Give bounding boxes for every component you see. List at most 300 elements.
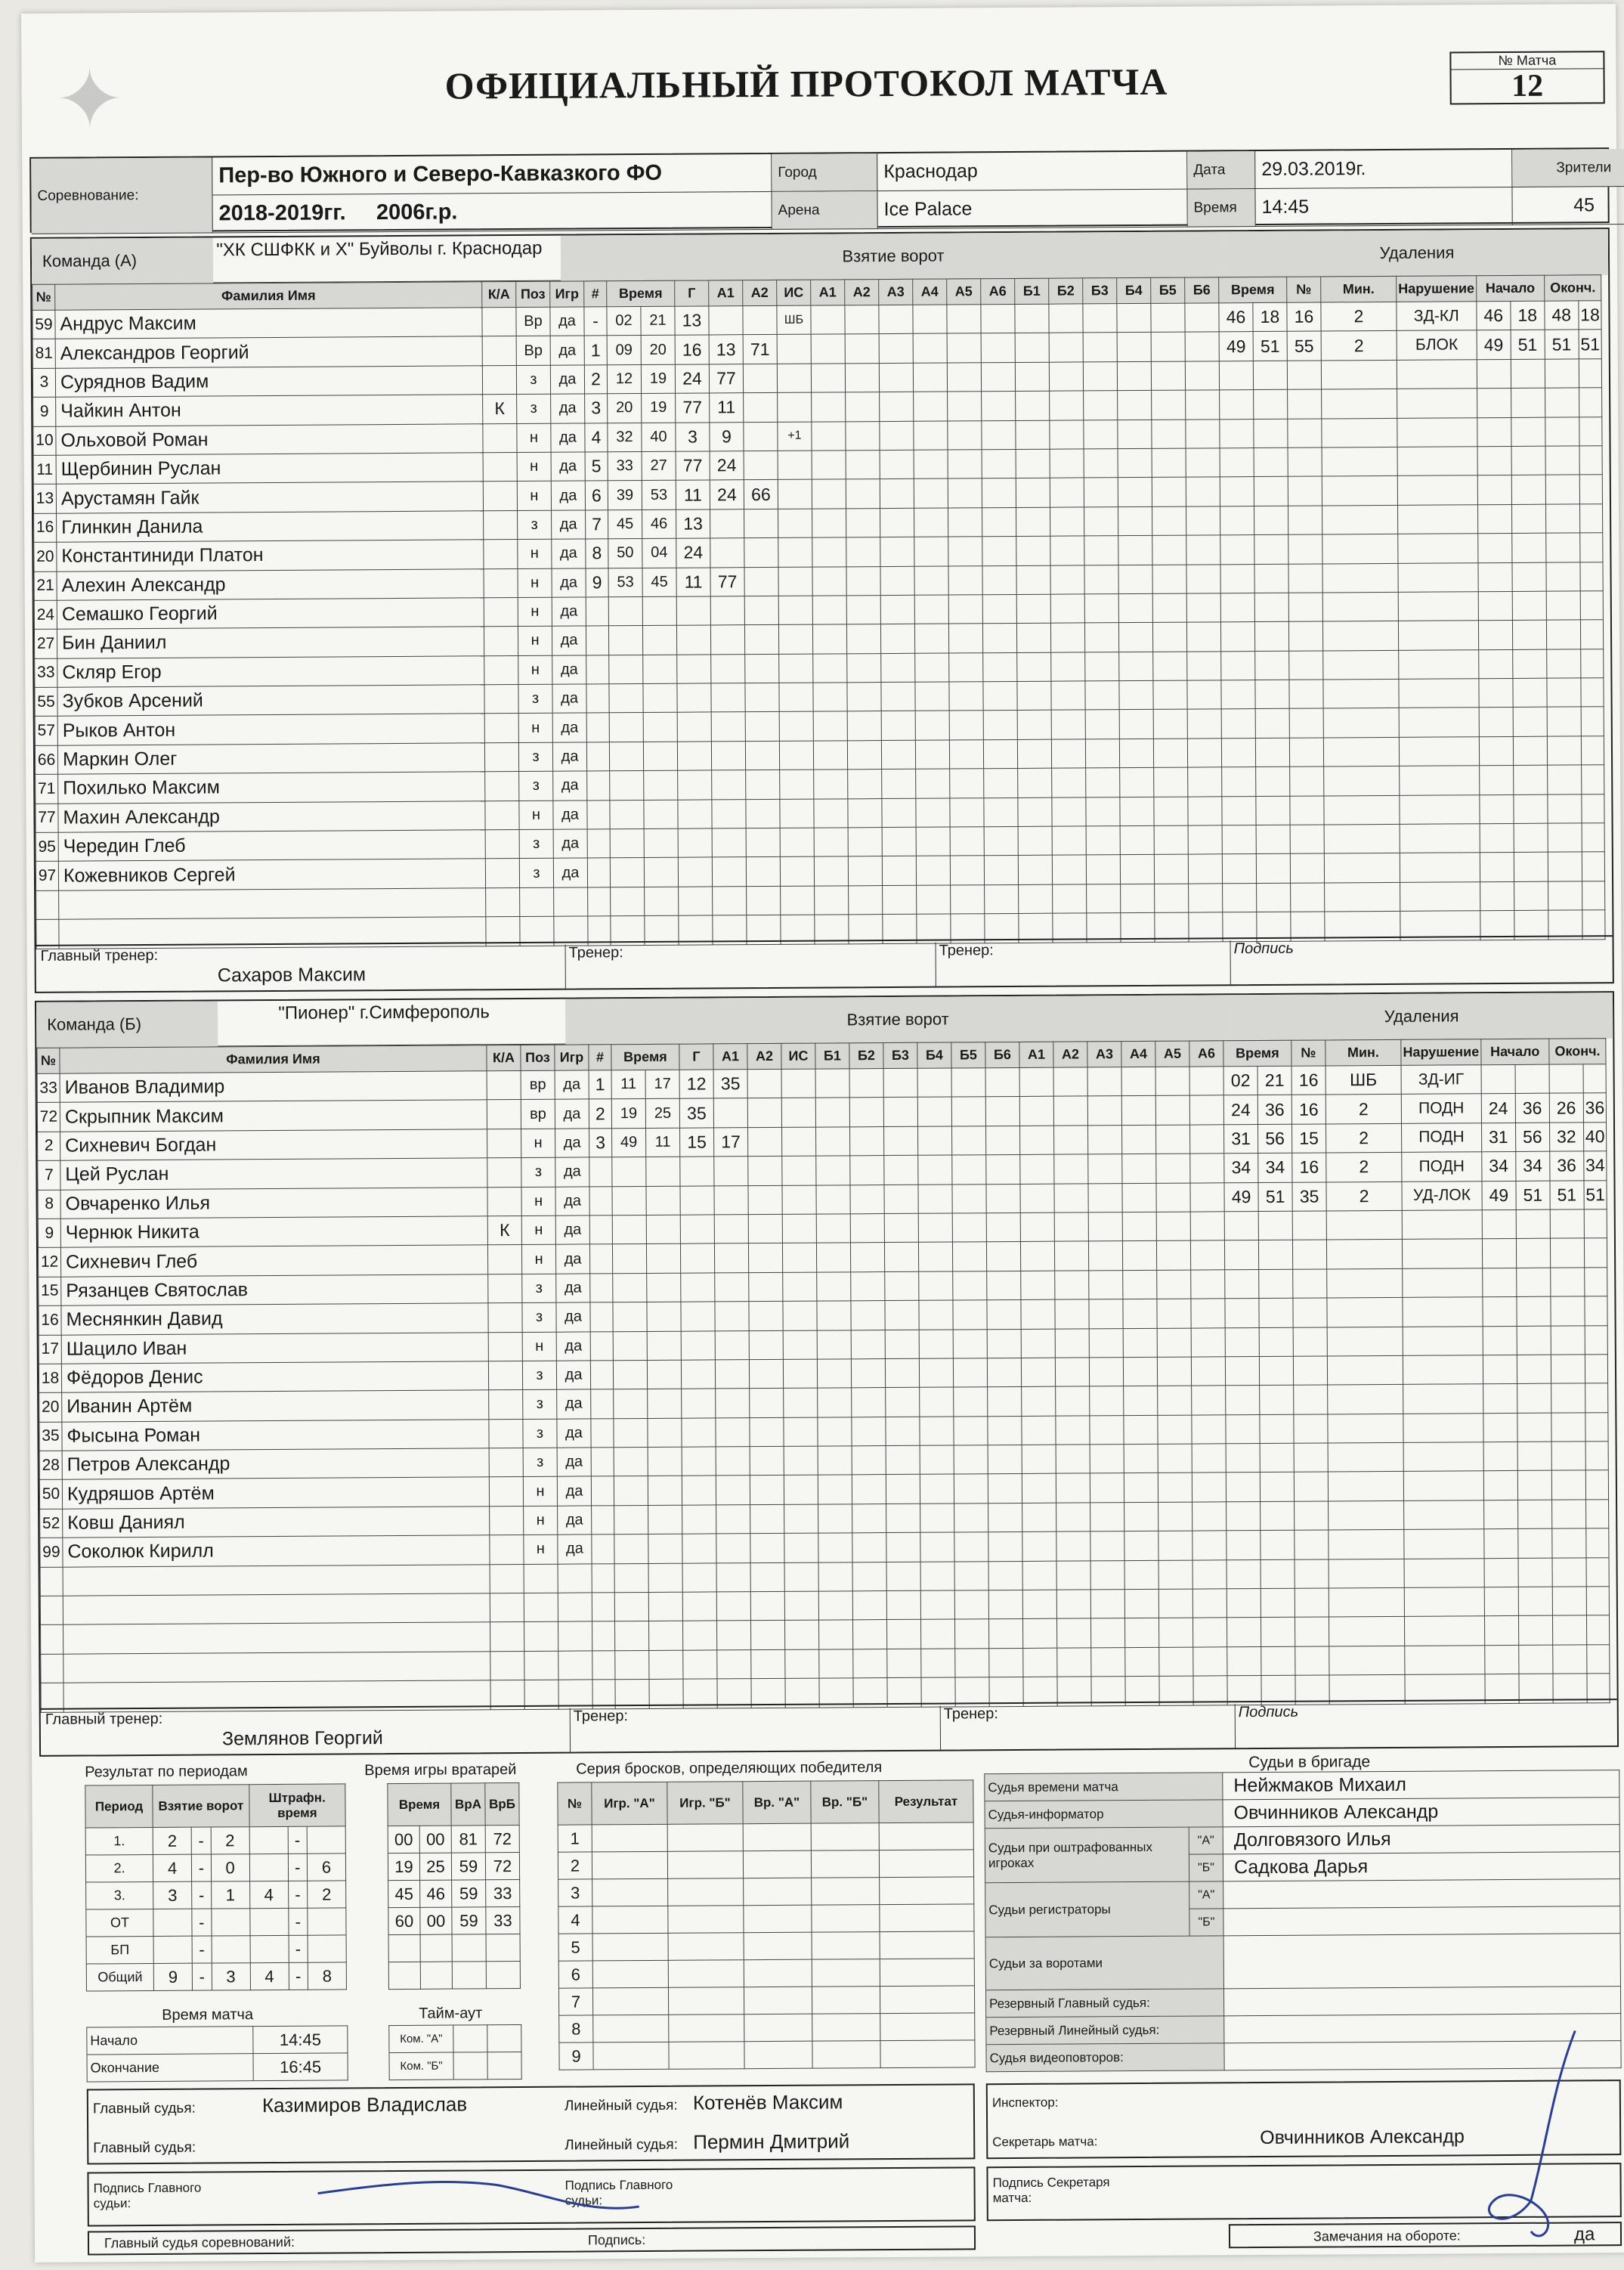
onice-cell [846, 421, 880, 451]
arena-label: Арена [772, 191, 877, 230]
shootout-cell [743, 1850, 811, 1878]
goalie-sec [420, 1962, 452, 1989]
onice-cell [1158, 1618, 1192, 1647]
period-goals-b: 2 [211, 1827, 249, 1854]
pen-sec [1261, 1530, 1295, 1559]
onice-cell [1056, 1473, 1090, 1503]
onice-cell [880, 537, 914, 566]
player-position: н [517, 423, 551, 453]
pen-start-sec [1514, 853, 1548, 882]
goal-situation [779, 712, 813, 742]
team-label: Команда (Б) [36, 1001, 218, 1047]
pen-violation [1400, 882, 1480, 912]
onice-cell [849, 1069, 883, 1098]
pen-minutes [1329, 1646, 1405, 1675]
goal-min [609, 742, 643, 771]
onice-cell [988, 1416, 1022, 1445]
goal-scorer [682, 1418, 716, 1448]
pen-violation [1403, 1297, 1483, 1327]
goal-sec: 27 [642, 451, 676, 481]
onice-cell [887, 1649, 921, 1678]
onice-cell [1190, 1212, 1224, 1241]
goal-assist2 [751, 1649, 785, 1679]
pen-player: 55 [1287, 331, 1321, 361]
goal-sec [649, 1621, 683, 1651]
pen-player: 16 [1291, 1066, 1325, 1095]
onice-cell [1186, 390, 1220, 420]
player-captain [489, 1477, 523, 1507]
player-played: да [557, 1476, 591, 1506]
player-played: да [552, 568, 586, 597]
onice-cell [1054, 1183, 1088, 1212]
protocol-sheet [21, 4, 1624, 2262]
head-coach-label: Главный тренер: [45, 1710, 163, 1728]
onice-cell [886, 1504, 920, 1533]
goal-scorer [682, 1389, 716, 1418]
onice-cell [1055, 1299, 1089, 1329]
col-ka: К/А [487, 1045, 521, 1070]
shootout-cell [668, 1906, 744, 1934]
onice-cell [849, 885, 883, 915]
onice-cell [845, 363, 879, 392]
onice-cell [1087, 884, 1121, 913]
pen-start-min [1477, 475, 1511, 505]
player-number: 57 [35, 717, 57, 746]
player-number: 17 [39, 1335, 61, 1364]
onice-cell [1088, 1154, 1122, 1184]
table-row [86, 1908, 346, 1937]
goal-situation [778, 537, 812, 567]
onice-cell [983, 711, 1017, 740]
onice-cell [982, 420, 1016, 450]
pen-minutes: 2 [1321, 331, 1397, 361]
pen-end-sec [1585, 1500, 1609, 1529]
goal-sec [647, 1331, 681, 1361]
pen-minutes [1328, 1442, 1403, 1472]
player-position: з [519, 859, 553, 888]
goal-scorer [680, 1243, 714, 1273]
onice-cell [1050, 391, 1084, 420]
shootout-cell [744, 1905, 812, 1933]
onice-cell [853, 1620, 887, 1649]
onice-cell [880, 508, 914, 537]
shootout-cell [879, 1850, 973, 1878]
shootout-row-number: 7 [558, 1988, 592, 2015]
onice-cell [1052, 768, 1086, 797]
onice-cell [1022, 1445, 1056, 1474]
player-name: Шацило Иван [61, 1332, 488, 1364]
col-played: Игр [555, 1045, 589, 1070]
onice-cell [846, 451, 880, 480]
goal-sec: 25 [645, 1099, 679, 1129]
pen-end-min [1551, 1383, 1585, 1413]
goal-scorer [678, 828, 712, 858]
onice-cell [1049, 304, 1083, 333]
goal-sec [648, 1563, 682, 1593]
timeout-a_label: Ком. "А" [389, 2025, 453, 2053]
onice-cell [1158, 1444, 1192, 1473]
pen-violation [1397, 417, 1477, 447]
col-onice-10: А4 [1121, 1041, 1155, 1067]
pen-end-sec [1585, 1296, 1608, 1326]
goal-min: 49 [612, 1128, 646, 1157]
player-played: да [550, 365, 584, 395]
goal-sec [648, 1534, 682, 1563]
page-title: ОФИЦИАЛЬНЫЙ ПРОТОКОЛ МАТЧА [444, 60, 1168, 107]
onice-cell [1052, 826, 1086, 856]
shootout-cell [668, 1987, 744, 2015]
onice-cell [814, 856, 848, 886]
period-pen-a: 4 [249, 1881, 288, 1908]
onice-cell [1118, 478, 1152, 507]
shootout-cell [811, 1850, 879, 1878]
goal-situation [784, 1417, 818, 1447]
onice-cell [987, 1329, 1021, 1358]
period-goals-a [153, 1936, 192, 1963]
onice-cell [1051, 739, 1085, 769]
onice-cell [811, 305, 845, 335]
goal-min [612, 1157, 646, 1187]
onice-cell [1089, 1358, 1123, 1387]
pen-end-min [1551, 1296, 1585, 1326]
pen-sec [1256, 796, 1290, 825]
onice-cell [1185, 361, 1219, 391]
shootout-cell [667, 1851, 743, 1879]
pen-player [1287, 361, 1321, 390]
player-name: Рязанцев Святослав [61, 1274, 488, 1305]
goal-assist1: 77 [710, 567, 744, 596]
player-number: 97 [36, 862, 58, 891]
onice-cell [1053, 884, 1087, 914]
goal-situation [779, 683, 813, 712]
shootout-cell [880, 2013, 975, 2041]
pen-minutes [1325, 882, 1400, 912]
onice-cell [914, 595, 948, 624]
player-played: да [550, 307, 584, 336]
goal-scorer: 16 [675, 335, 709, 364]
goal-min [614, 1563, 648, 1593]
dash: - [288, 1881, 308, 1908]
player-position: н [519, 801, 553, 830]
shootout-table [557, 1779, 975, 2070]
pen-player [1291, 883, 1325, 912]
player-position: з [523, 1390, 557, 1420]
player-number: 52 [40, 1509, 63, 1538]
onice-cell [851, 1330, 885, 1359]
goal-situation [784, 1446, 818, 1476]
pen-min [1222, 825, 1256, 855]
onice-cell [984, 797, 1018, 827]
onice-cell [1090, 1386, 1124, 1416]
onice-cell [846, 566, 880, 596]
pen-minutes [1322, 418, 1397, 447]
goalie-a [452, 1934, 486, 1962]
pen-minutes [1326, 1240, 1402, 1269]
col-name: Фамилия Имя [60, 1045, 487, 1073]
goal-scorer: 3 [676, 423, 710, 452]
pen-violation [1403, 1355, 1483, 1385]
player-captain: К [483, 395, 517, 424]
goal-situation [782, 1156, 816, 1185]
pen-sec [1259, 1327, 1293, 1357]
period-pen-a: 4 [250, 1962, 289, 1990]
onice-cell [1117, 333, 1151, 362]
onice-cell [1091, 1647, 1125, 1677]
onice-cell [1020, 1212, 1054, 1242]
goal-scorer [678, 800, 712, 829]
player-name: Сихневич Глеб [60, 1245, 487, 1277]
player-name: Иванов Владимир [60, 1071, 487, 1103]
goal-scorer: 24 [676, 538, 710, 568]
onice-cell [851, 1301, 885, 1330]
player-played: да [553, 858, 587, 887]
pen-minutes [1329, 1587, 1404, 1617]
goal-min [611, 887, 645, 916]
col-pen-end: Оконч. [1549, 1039, 1607, 1064]
goal-scorer: 15 [680, 1128, 714, 1157]
period-goals-a: 2 [153, 1827, 191, 1854]
onice-cell [846, 508, 880, 537]
goal-scorer [683, 1621, 717, 1650]
pen-sec [1259, 1356, 1293, 1386]
goal-sec [648, 1418, 682, 1448]
pen-start-sec [1511, 417, 1545, 447]
onice-cell [982, 537, 1016, 566]
pen-sec [1255, 680, 1289, 709]
pen-end-sec [1582, 823, 1605, 853]
onice-cell [811, 364, 845, 393]
pen-start-min [1484, 1558, 1518, 1587]
onice-cell [846, 624, 880, 654]
col-goal-num: # [589, 1045, 611, 1070]
player-position: н [524, 1506, 558, 1535]
goalie-sec: 00 [419, 1826, 451, 1853]
goal-assist2 [748, 1185, 782, 1215]
col-onice-11: А5 [1155, 1041, 1189, 1067]
period-pen-b: 6 [307, 1853, 345, 1881]
goal-situation [784, 1533, 818, 1562]
onice-cell [852, 1388, 886, 1417]
goal-min [612, 1215, 646, 1244]
goal-assist1 [712, 828, 746, 858]
pen-start-min: 46 [1477, 301, 1511, 330]
player-captain [484, 685, 518, 714]
onice-cell [1190, 1125, 1224, 1154]
pen-start-min [1479, 708, 1513, 737]
onice-cell [1050, 478, 1084, 507]
pen-player [1290, 766, 1324, 796]
pen-min: 31 [1224, 1124, 1258, 1154]
onice-cell [817, 1272, 851, 1302]
pen-start-sec: 56 [1515, 1123, 1549, 1152]
pen-end-min [1545, 475, 1579, 504]
onice-cell [818, 1446, 852, 1476]
goal-min [610, 858, 644, 887]
pen-player [1288, 389, 1322, 419]
trainer2-label: Тренер: [940, 1705, 999, 1751]
pen-min [1226, 1444, 1260, 1473]
player-number: 28 [39, 1451, 62, 1480]
player-name [63, 1593, 490, 1625]
onice-cell [1023, 1648, 1057, 1677]
pen-minutes [1327, 1355, 1403, 1385]
onice-cell [1158, 1589, 1192, 1618]
pen-minutes [1326, 1210, 1402, 1240]
pen-violation [1405, 1646, 1485, 1675]
onice-cell [880, 595, 914, 624]
goal-sec [642, 626, 676, 655]
onice-cell [1016, 536, 1050, 565]
onice-cell [1187, 709, 1221, 739]
onice-cell [880, 624, 914, 654]
onice-cell [950, 769, 984, 798]
pen-sec: 51 [1258, 1182, 1292, 1212]
onice-cell [813, 741, 847, 770]
col-onice-7: А1 [1019, 1042, 1053, 1067]
goal-num [591, 1448, 614, 1477]
pen-sec: 21 [1257, 1066, 1291, 1095]
pen-player [1295, 1617, 1329, 1646]
player-played: да [552, 713, 586, 742]
goal-assist2 [748, 1127, 782, 1157]
onice-cell [987, 1271, 1021, 1300]
col-pen-player: № [1291, 1040, 1325, 1066]
pen-start-sec [1512, 591, 1546, 621]
official-name-empty [1223, 1934, 1620, 1989]
goal-min [613, 1331, 647, 1361]
goal-sec [643, 655, 677, 684]
onice-cell [1089, 1328, 1123, 1358]
competition-line2: 2018-2019гг. 2006г.р. [212, 192, 772, 234]
player-position: вр [521, 1100, 555, 1129]
goal-scorer [681, 1330, 715, 1360]
onice-cell [1086, 768, 1120, 797]
pen-start-min [1480, 823, 1514, 853]
onice-cell [988, 1503, 1022, 1532]
onice-cell [1022, 1590, 1056, 1619]
pen-min [1222, 796, 1256, 825]
player-captain [483, 482, 517, 511]
player-played: да [558, 1534, 592, 1564]
pen-start-sec [1518, 1528, 1552, 1558]
pen-start-min [1482, 1239, 1516, 1268]
pen-start-min [1480, 794, 1514, 824]
col-pen-min: Мин. [1321, 276, 1397, 302]
onice-cell [953, 1300, 987, 1330]
goal-assist2 [749, 1330, 783, 1360]
onice-cell [1123, 1299, 1157, 1328]
period-name: 2. [85, 1854, 153, 1882]
goal-num: 9 [586, 568, 608, 597]
onice-cell [949, 740, 983, 770]
goal-min: 11 [611, 1070, 645, 1099]
onice-cell [812, 479, 846, 509]
onice-cell [919, 1330, 953, 1359]
pen-end-sec [1586, 1528, 1610, 1558]
goal-sec [644, 858, 678, 887]
pen-violation: ЗД-ИГ [1401, 1065, 1481, 1095]
player-number [41, 1625, 63, 1655]
onice-cell [816, 1156, 850, 1185]
pen-min [1222, 854, 1256, 884]
onice-cell [1124, 1415, 1158, 1445]
player-position: н [517, 452, 551, 482]
table-row [388, 1907, 520, 1935]
pen-player [1295, 1646, 1329, 1676]
shootout-cell [811, 1823, 879, 1851]
shootout-cell [669, 2042, 744, 2070]
player-number: 12 [38, 1248, 60, 1277]
table-row [388, 1962, 520, 1990]
team-name: "ХК СШФКК и Х" Буйволы г. Краснодар [216, 237, 543, 261]
pen-player: 16 [1287, 302, 1321, 332]
onice-cell [1052, 797, 1086, 827]
player-name [59, 888, 486, 920]
goal-num [592, 1621, 615, 1651]
onice-cell [988, 1619, 1022, 1649]
goal-assist1 [716, 1447, 750, 1476]
pen-end-min: 48 [1545, 301, 1579, 330]
goal-situation [782, 1185, 816, 1215]
onice-cell [1192, 1559, 1227, 1589]
pen-start-min [1479, 766, 1513, 795]
col-position: Поз [516, 281, 550, 307]
onice-cell [1186, 622, 1220, 652]
timeout-cell [487, 2052, 521, 2080]
onice-cell [954, 1387, 988, 1417]
onice-cell [886, 1445, 920, 1475]
player-position: з [517, 394, 551, 423]
onice-cell [1056, 1386, 1090, 1416]
shootout-col-h_ga: Вр. "А" [743, 1781, 811, 1824]
col-onice-2: Б2 [849, 1043, 883, 1069]
pen-start-sec [1517, 1296, 1551, 1326]
player-captain [490, 1593, 524, 1623]
player-position [524, 1651, 558, 1680]
shootout-cell [880, 1931, 974, 1959]
goal-sec [647, 1302, 681, 1331]
onice-cell [885, 1330, 919, 1359]
onice-cell [1119, 680, 1153, 710]
onice-cell [1153, 680, 1187, 710]
goal-min [610, 800, 644, 829]
onice-cell [918, 1242, 952, 1271]
shootout-cell [668, 1960, 744, 1988]
onice-cell [1087, 1096, 1121, 1126]
onice-cell [1151, 332, 1185, 361]
pen-end-min [1548, 881, 1582, 911]
official-name: Садкова Дарья [1223, 1852, 1619, 1881]
goal-sec: 17 [645, 1070, 679, 1099]
goalie-b [486, 1934, 520, 1962]
goal-scorer: 77 [676, 393, 710, 423]
onice-cell [852, 1475, 886, 1504]
onice-cell [1019, 884, 1053, 914]
player-captain [483, 423, 517, 453]
onice-cell [915, 682, 949, 711]
onice-cell [1084, 391, 1118, 420]
onice-cell [1124, 1589, 1158, 1618]
onice-cell [951, 1097, 985, 1126]
onice-cell [955, 1619, 989, 1649]
pen-start-min: 24 [1481, 1094, 1515, 1123]
goal-scorer [677, 712, 711, 742]
onice-cell [1192, 1473, 1226, 1502]
goal-num [591, 1476, 614, 1506]
period-pen-b [308, 1908, 346, 1935]
sign-main2-label: Подпись Главного судьи: [565, 2177, 673, 2208]
period-goals-a: 4 [153, 1854, 192, 1881]
